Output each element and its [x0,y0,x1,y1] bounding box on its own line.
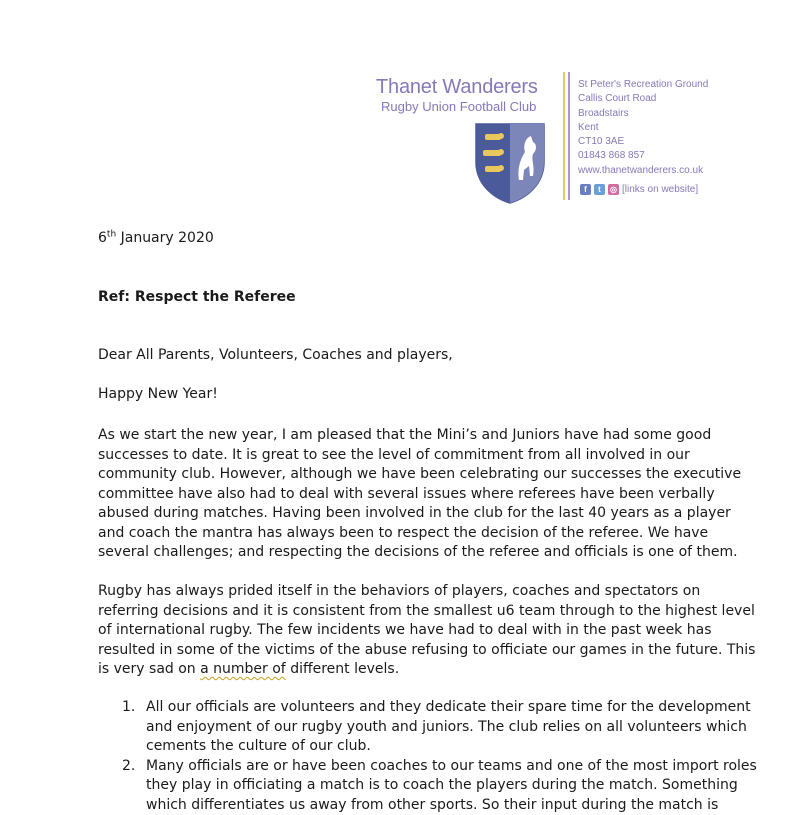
date-suffix: th [107,229,116,239]
address-line: Kent [578,121,708,135]
paragraph-2 [98,582,758,680]
date-month-year: January 2020 [116,230,214,246]
facebook-icon: f [580,184,591,195]
paragraph-2-text [98,582,758,680]
paragraph-2-end: different levels. [286,661,399,677]
list-item [98,757,758,815]
new-year-line: Happy New Year! [98,385,758,405]
paragraph-2-main: Rugby has always prided itself in the behaviors of players, coaches and spectators on referring decisions and it is consistent from the smallest u6 team through to the highest level of international rugby. The few incidents we have had to deal with in the past week has resulted in some of the victims of the abuse refusing to officiate our games in the future. This is very sad on [98,583,755,677]
letterhead-divider-gold [563,72,565,200]
date-day: 6 [98,230,107,246]
grammar-flagged-phrase[interactable]: a number of [200,661,286,677]
letterhead-divider-purple [568,72,570,200]
club-subtitle: Rugby Union Football Club [381,99,536,114]
social-links [580,184,698,195]
social-note: [links on website] [622,184,698,195]
letter-reference: Ref: Respect the Referee [98,288,758,308]
list-number: 2. [98,757,146,815]
instagram-icon: ◎ [608,184,619,195]
letter-greeting: Dear All Parents, Volunteers, Coaches and players, [98,346,758,366]
club-address [578,78,708,178]
list-text: All our officials are volunteers and they dedicate their spare time for the development and enjoyment of our rugby youth and juniors. The club relies on all volunteers which cements the culture of our club. [146,698,758,757]
numbered-list [98,698,758,815]
address-line: St Peter's Recreation Ground [578,78,708,92]
phone-number: 01843 868 857 [578,149,708,163]
paragraph-1-text: As we start the new year, I am pleased that the Mini’s and Juniors have had some good successes to date. It is great to see the level of commitment from all involved in our community club. However, although we have been celebrating our successes the executive committee have also had to deal with several issues where referees have been verbally abused during matches. Having been involved in the club for the last 40 years as a player and coach the mantra has always been to respect the decision of the referee. We have several challenges; and respecting the decisions of the referee and officials is one of them. [98,426,758,563]
address-line: CT10 3AE [578,135,708,149]
address-line: Broadstairs [578,107,708,121]
letter-date [98,229,758,249]
twitter-icon: t [594,184,605,195]
address-line: Callis Court Road [578,92,708,106]
list-item [98,698,758,757]
club-name: Thanet Wanderers [376,76,538,99]
website-url: www.thanetwanderers.co.uk [578,164,708,178]
list-text: Many officials are or have been coaches to our teams and one of the most import roles they play in officiating a match is to coach the players during the match. Something which differentiates us away from other sports. So their input during the match is [146,757,758,815]
paragraph-1 [98,426,758,563]
list-number: 1. [98,698,146,757]
club-crest-logo [473,120,547,204]
